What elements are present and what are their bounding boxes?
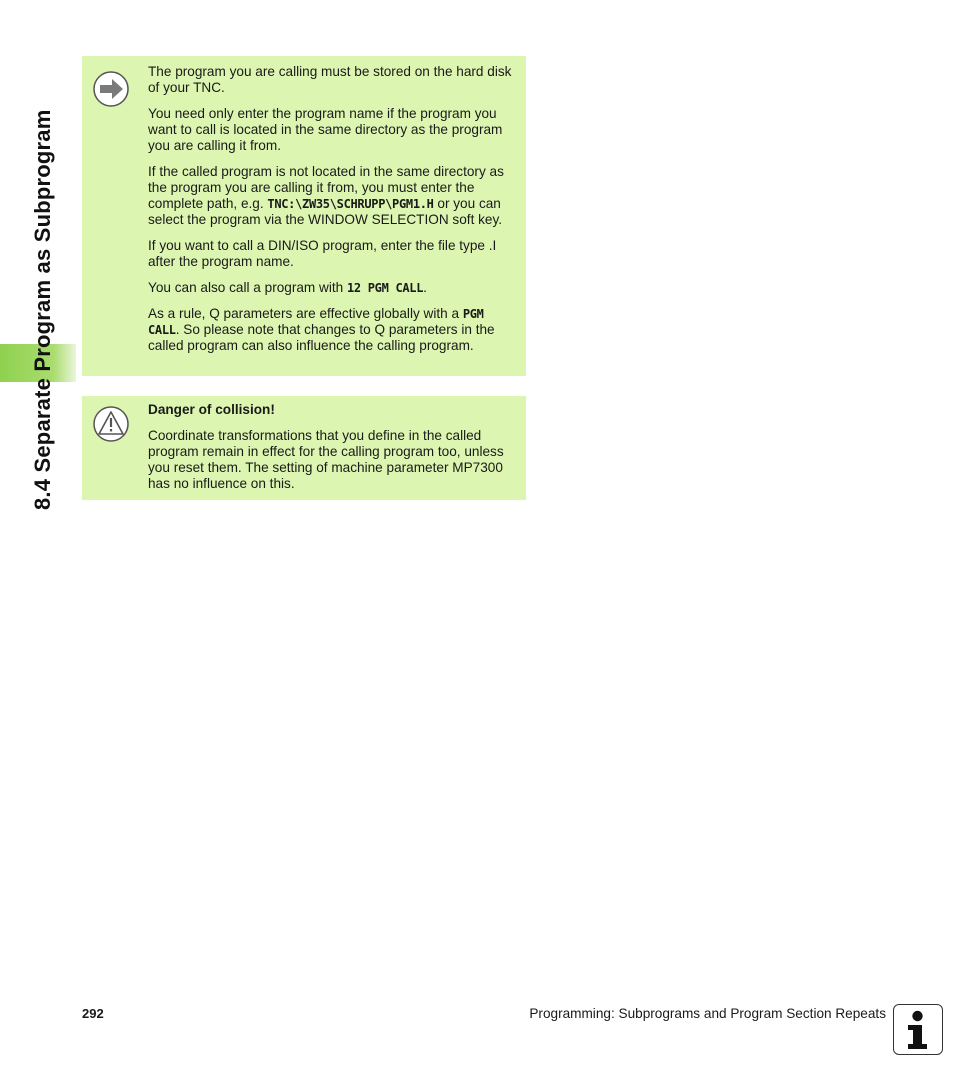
- warning-box: [82, 396, 526, 500]
- info-glyph: [894, 1005, 941, 1053]
- warning-text: Coordinate transformations that you define in the called program remain in effect for the calling program too, unless you reset them. The setting of machine parameter MP7300 has no influence on this.: [148, 428, 504, 491]
- note-paragraph-din-iso: If you want to call a DIN/ISO program, enter the file type .I after the program name.: [148, 238, 497, 269]
- q-param-code: PGM CALL: [148, 307, 484, 337]
- note-box: [82, 56, 526, 376]
- path-text-after: or you can select the program via the WINDOW SELECTION soft key.: [148, 196, 503, 227]
- pgm-call-code: 12 PGM CALL: [346, 281, 424, 295]
- arrow-right-icon: [92, 70, 130, 108]
- note-paragraph-path: [148, 164, 516, 228]
- info-icon: [893, 1004, 943, 1055]
- note-paragraph-q-parameters: [148, 306, 516, 354]
- pgm-call-text-after: .: [423, 280, 427, 295]
- note-body: [148, 64, 516, 364]
- q-param-text-after: . So please note that changes to Q parameters in the called program can also influence the calling program.: [148, 322, 495, 353]
- pgm-call-text-before: You can also call a program with: [148, 280, 347, 295]
- warning-body: [148, 402, 516, 502]
- path-example-code: TNC:\ZW35\SCHRUPP\PGM1.H: [267, 197, 434, 211]
- q-param-text-before: As a rule, Q parameters are effective globally with a: [148, 306, 463, 321]
- warning-triangle-icon: [92, 405, 130, 443]
- note-paragraph-storage: The program you are calling must be stored on the hard disk of your TNC.: [148, 64, 512, 95]
- path-text-before: If the called program is not located in the same directory as the program you are calling it from, you must enter the complete path, e.g.: [148, 164, 504, 211]
- note-paragraph-pgm-call: [148, 280, 516, 296]
- footer-chapter-title: Programming: Subprograms and Program Section Repeats: [529, 1006, 886, 1021]
- page-number: 292: [82, 1006, 104, 1021]
- section-title: 8.4 Separate Program as Subprogram: [30, 109, 55, 510]
- note-paragraph-same-directory: You need only enter the program name if the program you want to call is located in the same directory as the program you are calling it from.: [148, 106, 503, 153]
- warning-title: Danger of collision!: [148, 402, 275, 417]
